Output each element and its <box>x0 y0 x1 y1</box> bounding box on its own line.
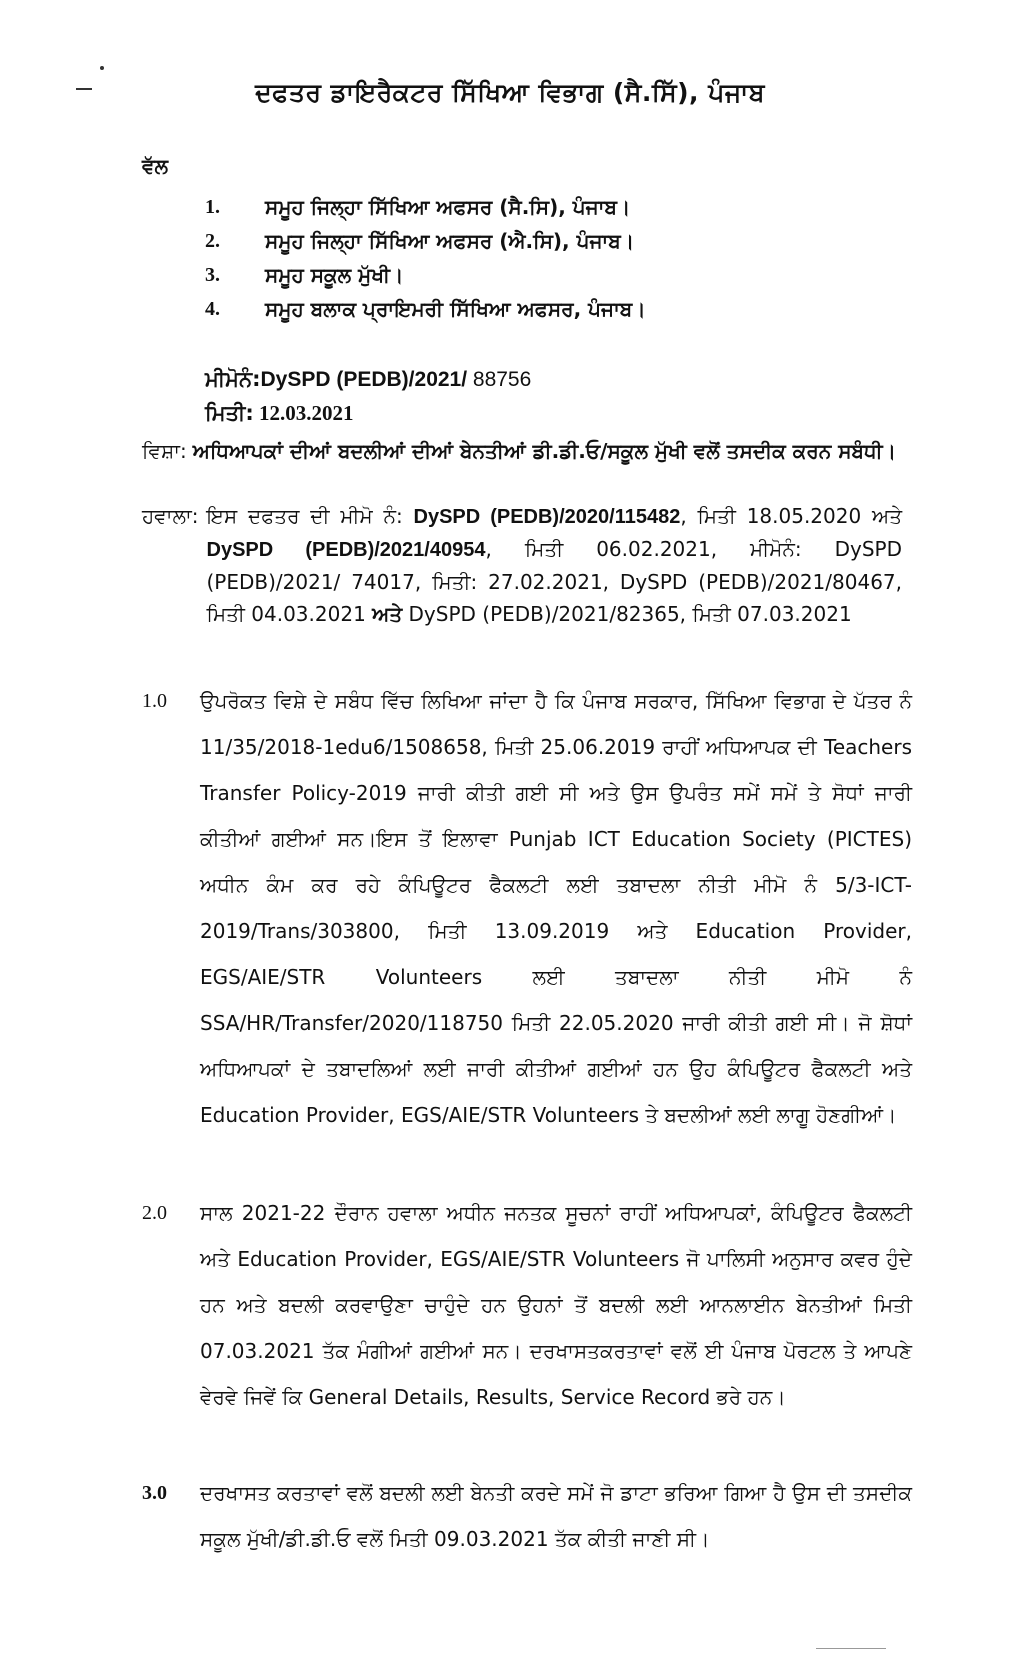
paragraph-number: 3.0 <box>142 1482 167 1504</box>
list-item <box>205 224 925 258</box>
list-item-text: ਸਮੂਹ ਸਕੂਲ ਮੁੱਖੀ। <box>265 263 404 287</box>
reference-block <box>142 500 902 631</box>
list-item <box>205 292 925 326</box>
list-item <box>205 190 925 224</box>
list-item-number: 3. <box>205 263 220 286</box>
reference-and: ਅਤੇ <box>372 604 403 626</box>
paragraph <box>142 678 912 1138</box>
date-value: 12.03.2021 <box>253 401 354 425</box>
memo-number-value: 88756 <box>467 368 532 391</box>
reference-part: ਇਸ ਦਫਤਰ ਦੀ ਮੀਮੋ ਨੰ: <box>206 504 414 528</box>
memo-date <box>205 401 354 426</box>
list-item-text: ਸਮੂਹ ਬਲਾਕ ਪ੍ਰਾਇਮਰੀ ਸਿੱਖਿਆ ਅਫਸਰ, ਪੰਜਾਬ। <box>265 297 646 321</box>
date-label: ਮਿਤੀ: <box>205 401 254 425</box>
subject-label: ਵਿਸ਼ਾ: <box>142 439 187 463</box>
recipient-list <box>205 190 925 326</box>
paragraph-number: 2.0 <box>142 1202 167 1224</box>
reference-label: ਹਵਾਲਾ: <box>142 504 199 528</box>
memo-code: DySPD (PEDB)/2021/ <box>260 368 468 391</box>
list-item-number: 2. <box>205 229 220 252</box>
paragraph-number: 1.0 <box>142 690 167 712</box>
scan-mark <box>816 1648 886 1649</box>
reference-part: DySPD (PEDB)/2021/82365, ਮਿਤੀ 07.03.2021 <box>402 602 852 626</box>
paragraph <box>142 1190 912 1420</box>
reference-part: , ਮਿਤੀ 18.05.2020 ਅਤੇ <box>680 504 902 528</box>
scan-mark <box>100 66 104 70</box>
paragraph-text: ਦਰਖਾਸਤ ਕਰਤਾਵਾਂ ਵਲੋਂ ਬਦਲੀ ਲਈ ਬੇਨਤੀ ਕਰਦੇ ਸਮੇਂ ਜੋ ਡਾਟਾ ਭਰਿਆ ਗਿਆ ਹੈ ਉਸ ਦੀ ਤਸਦੀਕ ਸਕੂਲ ਮੁੱਖੀ/ਡੀ.ਡੀ.ਓ ਵਲੋਂ ਮਿਤੀ 09.03.2021 ਤੱਕ ਕੀਤੀ ਜਾਣੀ ਸੀ। <box>200 1481 912 1551</box>
list-item <box>205 258 925 292</box>
reference-text <box>199 500 903 631</box>
subject-line <box>142 436 902 467</box>
list-item-number: 1. <box>205 195 220 218</box>
memo-number <box>205 367 531 392</box>
reference-memo-1: DySPD (PEDB)/2020/115482 <box>413 506 681 528</box>
reference-memo-2: DySPD (PEDB)/2021/40954 <box>206 539 486 561</box>
paragraph-text: ਸਾਲ 2021-22 ਦੌਰਾਨ ਹਵਾਲਾ ਅਧੀਨ ਜਨਤਕ ਸੂਚਨਾਂ ਰਾਹੀਂ ਅਧਿਆਪਕਾਂ, ਕੰਪਿਊਟਰ ਫੈਕਲਟੀ ਅਤੇ Education Provider, EGS/AIE/STR Volunteers ਜੋ ਪਾਲਿਸੀ ਅਨੁਸਾਰ ਕਵਰ ਹੁੰਦੇ ਹਨ ਅਤੇ ਬਦਲੀ ਕਰਵਾਉਣਾ ਚਾਹੁੰਦੇ ਹਨ ਉਹਨਾਂ ਤੋਂ ਬਦਲੀ ਲਈ ਆਨਲਾਈਨ ਬੇਨਤੀਆਂ ਮਿਤੀ 07.03.2021 ਤੱਕ ਮੰਗੀਆਂ ਗਈਆਂ ਸਨ। ਦਰਖਾਸਤਕਰਤਾਵਾਂ ਵਲੋਂ ਈ ਪੰਜਾਬ ਪੋਰਟਲ ਤੇ ਆਪਣੇ ਵੇਰਵੇ ਜਿਵੇਂ ਕਿ General Details, Results, Service Record ਭਰੇ ਹਨ। <box>200 1201 912 1409</box>
memo-label: ਮੀਮੋਨੰ: <box>205 367 261 391</box>
paragraph <box>142 1470 912 1562</box>
reference-part: , ਮਿਤੀ 06.02.2021, ਮੀਮੋਨੰ: DySPD (PEDB)/2021/ 74017, ਮਿਤੀ: 27.02.2021, DySPD (PEDB)/2021/80467, ਮਿਤੀ 04.03.2021 <box>206 537 902 626</box>
to-label: ਵੱਲ <box>142 154 169 178</box>
list-item-text: ਸਮੂਹ ਜਿਲ੍ਹਾ ਸਿੱਖਿਆ ਅਫਸਰ (ਐ.ਸਿ), ਪੰਜਾਬ। <box>265 229 635 253</box>
list-item-text: ਸਮੂਹ ਜਿਲ੍ਹਾ ਸਿੱਖਿਆ ਅਫਸਰ (ਸੈ.ਸਿ), ਪੰਜਾਬ। <box>265 195 631 219</box>
paragraph-text: ਉਪਰੋਕਤ ਵਿਸ਼ੇ ਦੇ ਸਬੰਧ ਵਿੱਚ ਲਿਖਿਆ ਜਾਂਦਾ ਹੈ ਕਿ ਪੰਜਾਬ ਸਰਕਾਰ, ਸਿੱਖਿਆ ਵਿਭਾਗ ਦੇ ਪੱਤਰ ਨੰ 11/35/2018-1edu6/1508658, ਮਿਤੀ 25.06.2019 ਰਾਹੀਂ ਅਧਿਆਪਕ ਦੀ Teachers Transfer Policy-2019 ਜਾਰੀ ਕੀਤੀ ਗਈ ਸੀ ਅਤੇ ਉਸ ਉਪਰੰਤ ਸਮੇਂ ਸਮੇਂ ਤੇ ਸੋਧਾਂ ਜਾਰੀ ਕੀਤੀਆਂ ਗਈਆਂ ਸਨ।ਇਸ ਤੋਂ ਇਲਾਵਾ Punjab ICT Education Society (PICTES) ਅਧੀਨ ਕੰਮ ਕਰ ਰਹੇ ਕੰਪਿਊਟਰ ਫੈਕਲਟੀ ਲਈ ਤਬਾਦਲਾ ਨੀਤੀ ਮੀਮੋ ਨੰ 5/3-ICT-2019/Trans/303800, ਮਿਤੀ 13.09.2019 ਅਤੇ Education Provider, EGS/AIE/STR Volunteers ਲਈ ਤਬਾਦਲਾ ਨੀਤੀ ਮੀਮੋ ਨੰ SSA/HR/Transfer/2020/118750 ਮਿਤੀ 22.05.2020 ਜਾਰੀ ਕੀਤੀ ਗਈ ਸੀ। ਜੋ ਸ਼ੋਧਾਂ ਅਧਿਆਪਕਾਂ ਦੇ ਤਬਾਦਲਿਆਂ ਲਈ ਜਾਰੀ ਕੀਤੀਆਂ ਗਈਆਂ ਹਨ ਉਹ ਕੰਪਿਊਟਰ ਫੈਕਲਟੀ ਅਤੇ Education Provider, EGS/AIE/STR Volunteers ਤੇ ਬਦਲੀਆਂ ਲਈ ਲਾਗੂ ਹੋਣਗੀਆਂ। <box>200 689 912 1127</box>
page-title: ਦਫਤਰ ਡਾਇਰੈਕਟਰ ਸਿੱਖਿਆ ਵਿਭਾਗ (ਸੈ.ਸਿੱ), ਪੰਜਾਬ <box>255 78 765 107</box>
subject-text: ਅਧਿਆਪਕਾਂ ਦੀਆਂ ਬਦਲੀਆਂ ਦੀਆਂ ਬੇਨਤੀਆਂ ਡੀ.ਡੀ.ਓ/ਸਕੂਲ ਮੁੱਖੀ ਵਲੋਂ ਤਸਦੀਕ ਕਰਨ ਸਬੰਧੀ। <box>192 439 897 463</box>
list-item-number: 4. <box>205 297 220 320</box>
